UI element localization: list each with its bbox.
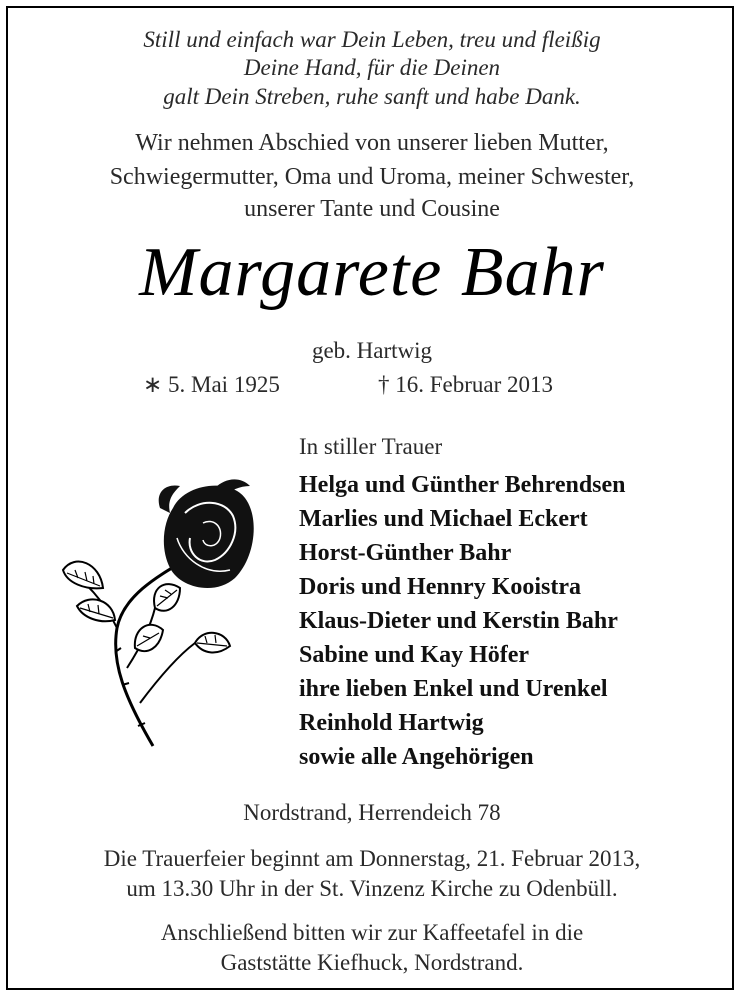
mourner-name: Reinhold Hartwig xyxy=(299,710,484,736)
intro-line-1: Wir nehmen Abschied von unserer lieben Mutter, xyxy=(135,130,609,156)
mourning-heading: In stiller Trauer xyxy=(299,434,443,459)
mourner-name: Doris und Hennry Kooistra xyxy=(299,574,582,600)
mourner-name: Sabine und Kay Höfer xyxy=(299,642,530,668)
reception-line-1: Anschließend bitten wir zur Kaffeetafel in die xyxy=(160,920,584,945)
birth-date: ∗ 5. Mai 1925 xyxy=(143,372,280,397)
mourner-name: Klaus-Dieter und Kerstin Bahr xyxy=(299,608,618,634)
maiden-name: geb. Hartwig xyxy=(311,338,433,363)
deceased-name: Margarete Bahr xyxy=(139,234,605,311)
verse-line-3: galt Dein Streben, ruhe sanft und habe Dank. xyxy=(163,84,581,109)
address: Nordstrand, Herrendeich 78 xyxy=(243,800,501,825)
intro-line-2: Schwiegermutter, Oma und Uroma, meiner Schwester, xyxy=(109,164,635,190)
mourner-name: Marlies und Michael Eckert xyxy=(299,506,588,532)
mourner-name: Horst-Günther Bahr xyxy=(299,540,512,566)
rose-icon xyxy=(55,478,260,753)
mourner-name: sowie alle Angehörigen xyxy=(299,744,534,770)
reception-line-2: Gaststätte Kiefhuck, Nordstrand. xyxy=(220,950,524,975)
mourner-name: ihre lieben Enkel und Urenkel xyxy=(299,676,608,702)
verse-line-2: Deine Hand, für die Deinen xyxy=(243,55,501,80)
death-date: † 16. Februar 2013 xyxy=(378,372,554,397)
mourner-name: Helga und Günther Behrendsen xyxy=(299,472,626,498)
service-line-1: Die Trauerfeier beginnt am Donnerstag, 21. Februar 2013, xyxy=(103,846,641,871)
intro-line-3: unserer Tante und Cousine xyxy=(244,196,500,222)
verse-line-1: Still und einfach war Dein Leben, treu und fleißig xyxy=(143,27,601,52)
service-line-2: um 13.30 Uhr in der St. Vinzenz Kirche zu Odenbüll. xyxy=(126,876,618,901)
